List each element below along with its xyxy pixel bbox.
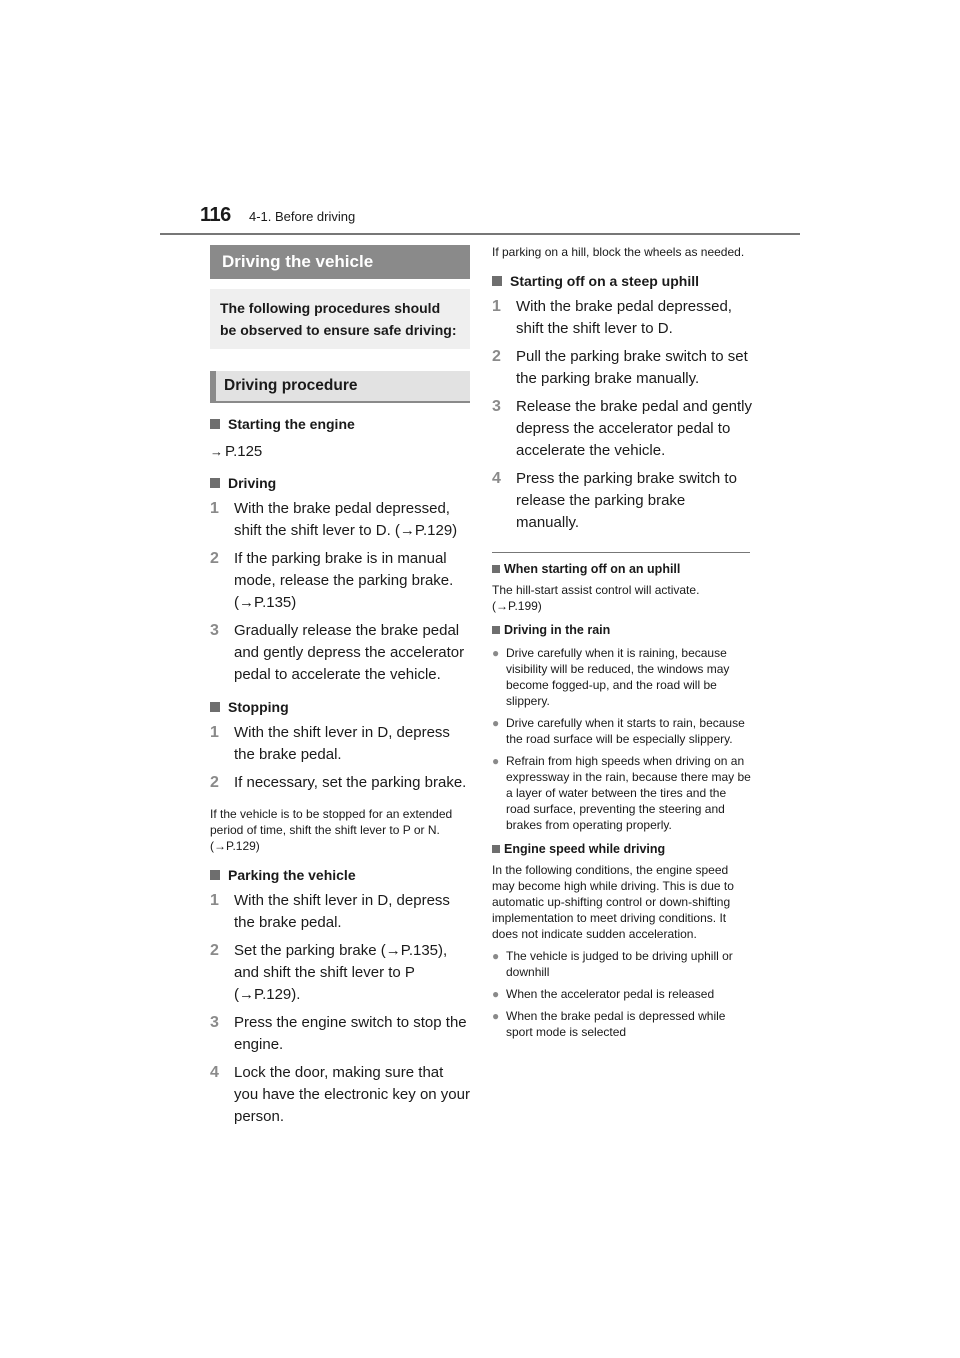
speed-heading: Engine speed while driving bbox=[492, 841, 752, 858]
uphill-note-text: The hill-start assist control will activate. (→P.199) bbox=[492, 583, 700, 613]
notes-divider bbox=[492, 552, 750, 553]
uphill-step: 3 Release the brake pedal and gently depress the accelerator pedal to accelerate the vehicle. bbox=[492, 398, 753, 459]
list-item: ● Refrain from high speeds when driving on an expressway in the rain, because there may be a layer of water between the tires and the road surface, preventing the steering and brakes from operating properly. bbox=[492, 754, 751, 832]
uphill-note-heading: When starting off on an uphill bbox=[492, 561, 752, 578]
square-bullet-icon bbox=[492, 276, 502, 286]
list-item: ● Drive carefully when it starts to rain, because the road surface will be especially slippery. bbox=[492, 716, 745, 746]
rain-heading: Driving in the rain bbox=[492, 622, 752, 639]
section-title: Driving the vehicle bbox=[210, 245, 470, 279]
stopping-note: If the vehicle is to be stopped for an extended period of time, shift the shift lever to P or N. (→P.129) bbox=[210, 807, 453, 853]
speed-text: In the following conditions, the engine speed may become high while driving. This is due to automatic up-shifting control or down-shifting implementation to meet driving conditions. It does not indicate sudden acceleration. bbox=[492, 863, 734, 941]
parking-heading: Parking the vehicle bbox=[210, 866, 470, 884]
subsection-title: Driving procedure bbox=[210, 371, 470, 403]
parking-step: 1 With the shift lever in D, depress the brake pedal. bbox=[210, 892, 450, 931]
circle-bullet-icon: ● bbox=[492, 1009, 500, 1023]
parking-step: 4 Lock the door, making sure that you have the electronic key on your person. bbox=[210, 1064, 470, 1125]
square-bullet-icon bbox=[492, 845, 500, 853]
square-bullet-icon bbox=[210, 478, 220, 488]
parking-step: 3 Press the engine switch to stop the engine. bbox=[210, 1014, 467, 1053]
stopping-heading: Stopping bbox=[210, 698, 470, 716]
uphill-heading: Starting off on a steep uphill bbox=[492, 272, 752, 290]
driving-step: 1 With the brake pedal depressed, shift the shift lever to D. (→P.129) bbox=[210, 500, 458, 539]
header-rule bbox=[160, 233, 800, 235]
circle-bullet-icon: ● bbox=[492, 646, 500, 660]
circle-bullet-icon: ● bbox=[492, 949, 500, 963]
stopping-step: 2 If necessary, set the parking brake. bbox=[210, 774, 467, 791]
parking-step: 2 Set the parking brake (→P.135), and shift the shift lever to P (→P.129). bbox=[210, 942, 448, 1003]
circle-bullet-icon: ● bbox=[492, 754, 500, 768]
uphill-step: 1 With the brake pedal depressed, shift the shift lever to D. bbox=[492, 298, 732, 337]
starting-ref: → P.125 bbox=[210, 443, 263, 460]
list-item: ● Drive carefully when it is raining, because visibility will be reduced, the windows may become fogged-up, and the road will be slippery. bbox=[492, 646, 730, 708]
square-bullet-icon bbox=[492, 626, 500, 634]
left-column bbox=[210, 245, 470, 1128]
section-name: 4-1. Before driving bbox=[249, 209, 356, 224]
starting-heading: Starting the engine bbox=[210, 415, 470, 433]
driving-heading: Driving bbox=[210, 474, 470, 492]
circle-bullet-icon: ● bbox=[492, 987, 500, 1001]
arrow-right-icon: → bbox=[210, 444, 223, 459]
hill-note: If parking on a hill, block the wheels as needed. bbox=[492, 245, 745, 259]
page-number: 116 bbox=[200, 204, 231, 226]
driving-step: 2 If the parking brake is in manual mode, release the parking brake. (→P.135) bbox=[210, 550, 454, 611]
list-item: ● The vehicle is judged to be driving uphill or downhill bbox=[492, 949, 733, 979]
stopping-step: 1 With the shift lever in D, depress the brake pedal. bbox=[210, 724, 450, 763]
right-column bbox=[492, 244, 752, 1040]
page-header bbox=[160, 204, 800, 234]
uphill-step: 4 Press the parking brake switch to release the parking brake manually. bbox=[492, 470, 737, 531]
list-item: ● When the brake pedal is depressed while sport mode is selected bbox=[492, 1009, 726, 1039]
square-bullet-icon bbox=[210, 419, 220, 429]
intro-box: The following procedures should be observed to ensure safe driving: bbox=[210, 289, 470, 349]
uphill-step: 2 Pull the parking brake switch to set the parking brake manually. bbox=[492, 348, 748, 387]
circle-bullet-icon: ● bbox=[492, 716, 500, 730]
square-bullet-icon bbox=[492, 565, 500, 573]
square-bullet-icon bbox=[210, 702, 220, 712]
square-bullet-icon bbox=[210, 870, 220, 880]
driving-step: 3 Gradually release the brake pedal and gently depress the accelerator pedal to accelerate the vehicle. bbox=[210, 622, 465, 683]
list-item: ● When the accelerator pedal is released bbox=[492, 987, 715, 1001]
